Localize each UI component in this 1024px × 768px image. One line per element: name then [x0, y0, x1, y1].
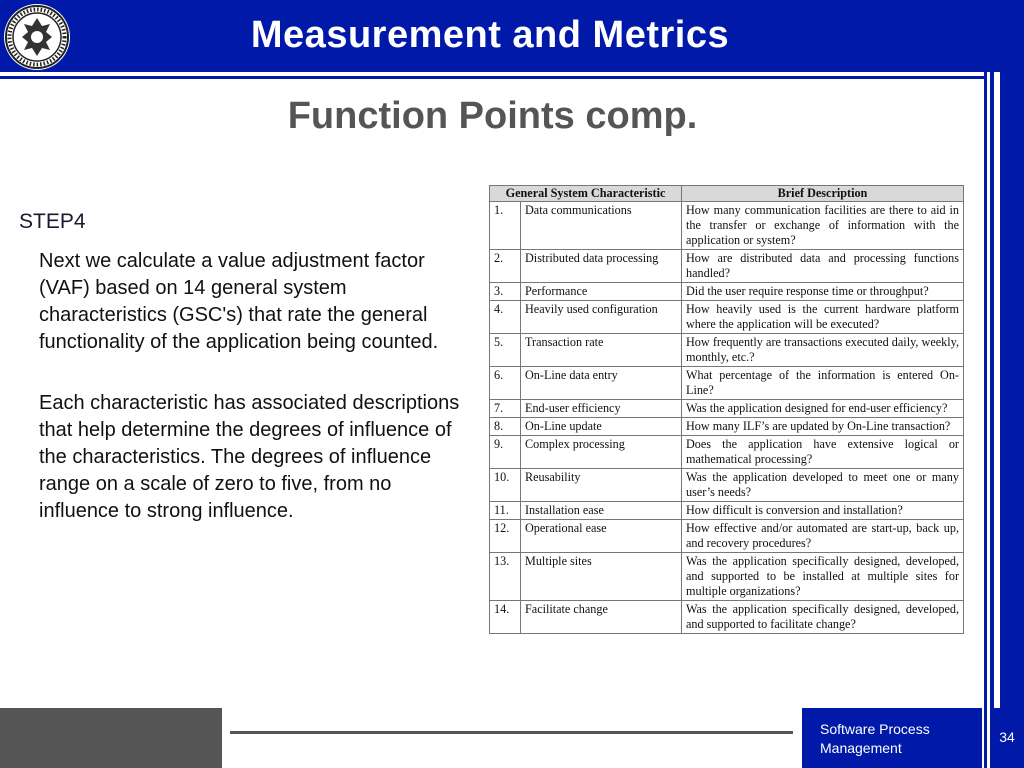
row-number: 5.: [490, 334, 521, 367]
characteristic-name: Multiple sites: [521, 553, 682, 601]
characteristic-name: Operational ease: [521, 520, 682, 553]
table-header-row: [490, 186, 964, 202]
header-divider: [0, 76, 985, 79]
characteristic-description: Was the application designed for end-user efficiency?: [682, 400, 964, 418]
row-number: 2.: [490, 250, 521, 283]
column-header: General System Characteristic: [490, 186, 682, 202]
characteristic-name: Performance: [521, 283, 682, 301]
column-header: Brief Description: [682, 186, 964, 202]
table-row: [490, 283, 964, 301]
characteristic-description: Did the user require response time or throughput?: [682, 283, 964, 301]
characteristic-name: On-Line data entry: [521, 367, 682, 400]
row-number: 11.: [490, 502, 521, 520]
characteristic-name: Data communications: [521, 202, 682, 250]
gsc-table: [489, 185, 964, 634]
header-bar: [0, 0, 1024, 72]
row-number: 14.: [490, 601, 521, 634]
row-number: 3.: [490, 283, 521, 301]
characteristic-description: Was the application specifically designed, developed, and supported to be installed at multiple sites for multiple organizations?: [682, 553, 964, 601]
table-row: [490, 469, 964, 502]
header-title: Measurement and Metrics: [250, 14, 730, 56]
table-row: [490, 553, 964, 601]
row-number: 13.: [490, 553, 521, 601]
characteristic-name: End-user efficiency: [521, 400, 682, 418]
row-number: 1.: [490, 202, 521, 250]
row-number: 12.: [490, 520, 521, 553]
table-row: [490, 250, 964, 283]
footer-course-title: Software Process Management: [820, 721, 930, 756]
table-row: [490, 301, 964, 334]
characteristic-name: Complex processing: [521, 436, 682, 469]
row-number: 4.: [490, 301, 521, 334]
table-row: [490, 502, 964, 520]
slide-page-number: 34: [999, 729, 1015, 745]
row-number: 8.: [490, 418, 521, 436]
table-row: [490, 202, 964, 250]
footer-divider: [230, 731, 793, 734]
characteristic-description: What percentage of the information is entered On-Line?: [682, 367, 964, 400]
body-paragraph: Each characteristic has associated descriptions that help determine the degrees of influence of the characteristics. The degrees of influence range on a scale of zero to five, from no influence to strong influence.: [39, 392, 460, 522]
table-row: [490, 367, 964, 400]
table-row: [490, 520, 964, 553]
table-row: [490, 418, 964, 436]
characteristic-description: Was the application developed to meet one or many user’s needs?: [682, 469, 964, 502]
characteristic-name: Installation ease: [521, 502, 682, 520]
row-number: 10.: [490, 469, 521, 502]
characteristic-description: How frequently are transactions executed daily, weekly, monthly, etc.?: [682, 334, 964, 367]
characteristic-description: How heavily used is the current hardware platform where the application will be executed?: [682, 301, 964, 334]
slide-subtitle: Function Points comp.: [287, 95, 698, 137]
footer-left-block: [0, 708, 222, 768]
characteristic-name: Heavily used configuration: [521, 301, 682, 334]
characteristic-description: How many ILF’s are updated by On-Line transaction?: [682, 418, 964, 436]
characteristic-name: Transaction rate: [521, 334, 682, 367]
characteristic-description: Does the application have extensive logical or mathematical processing?: [682, 436, 964, 469]
row-number: 9.: [490, 436, 521, 469]
row-number: 6.: [490, 367, 521, 400]
table-row: [490, 400, 964, 418]
characteristic-description: How effective and/or automated are start-up, back up, and recovery procedures?: [682, 520, 964, 553]
body-paragraph: Next we calculate a value adjustment factor (VAF) based on 14 general system characteristics (GSC's) that rate the general functionality of the application being counted.: [39, 250, 439, 353]
step-label: STEP4: [19, 210, 86, 233]
characteristic-name: Distributed data processing: [521, 250, 682, 283]
characteristic-description: How difficult is conversion and installation?: [682, 502, 964, 520]
table-row: [490, 436, 964, 469]
characteristic-name: On-Line update: [521, 418, 682, 436]
table-row: [490, 601, 964, 634]
table-row: [490, 334, 964, 367]
right-stripe: [1000, 0, 1024, 708]
characteristic-name: Reusability: [521, 469, 682, 502]
characteristic-description: How many communication facilities are there to aid in the transfer or exchange of information with the application or system?: [682, 202, 964, 250]
university-seal-icon: [4, 4, 70, 70]
characteristic-description: Was the application specifically designed, developed, and supported to facilitate change?: [682, 601, 964, 634]
row-number: 7.: [490, 400, 521, 418]
right-stripe: [990, 0, 994, 708]
characteristic-name: Facilitate change: [521, 601, 682, 634]
characteristic-description: How are distributed data and processing functions handled?: [682, 250, 964, 283]
